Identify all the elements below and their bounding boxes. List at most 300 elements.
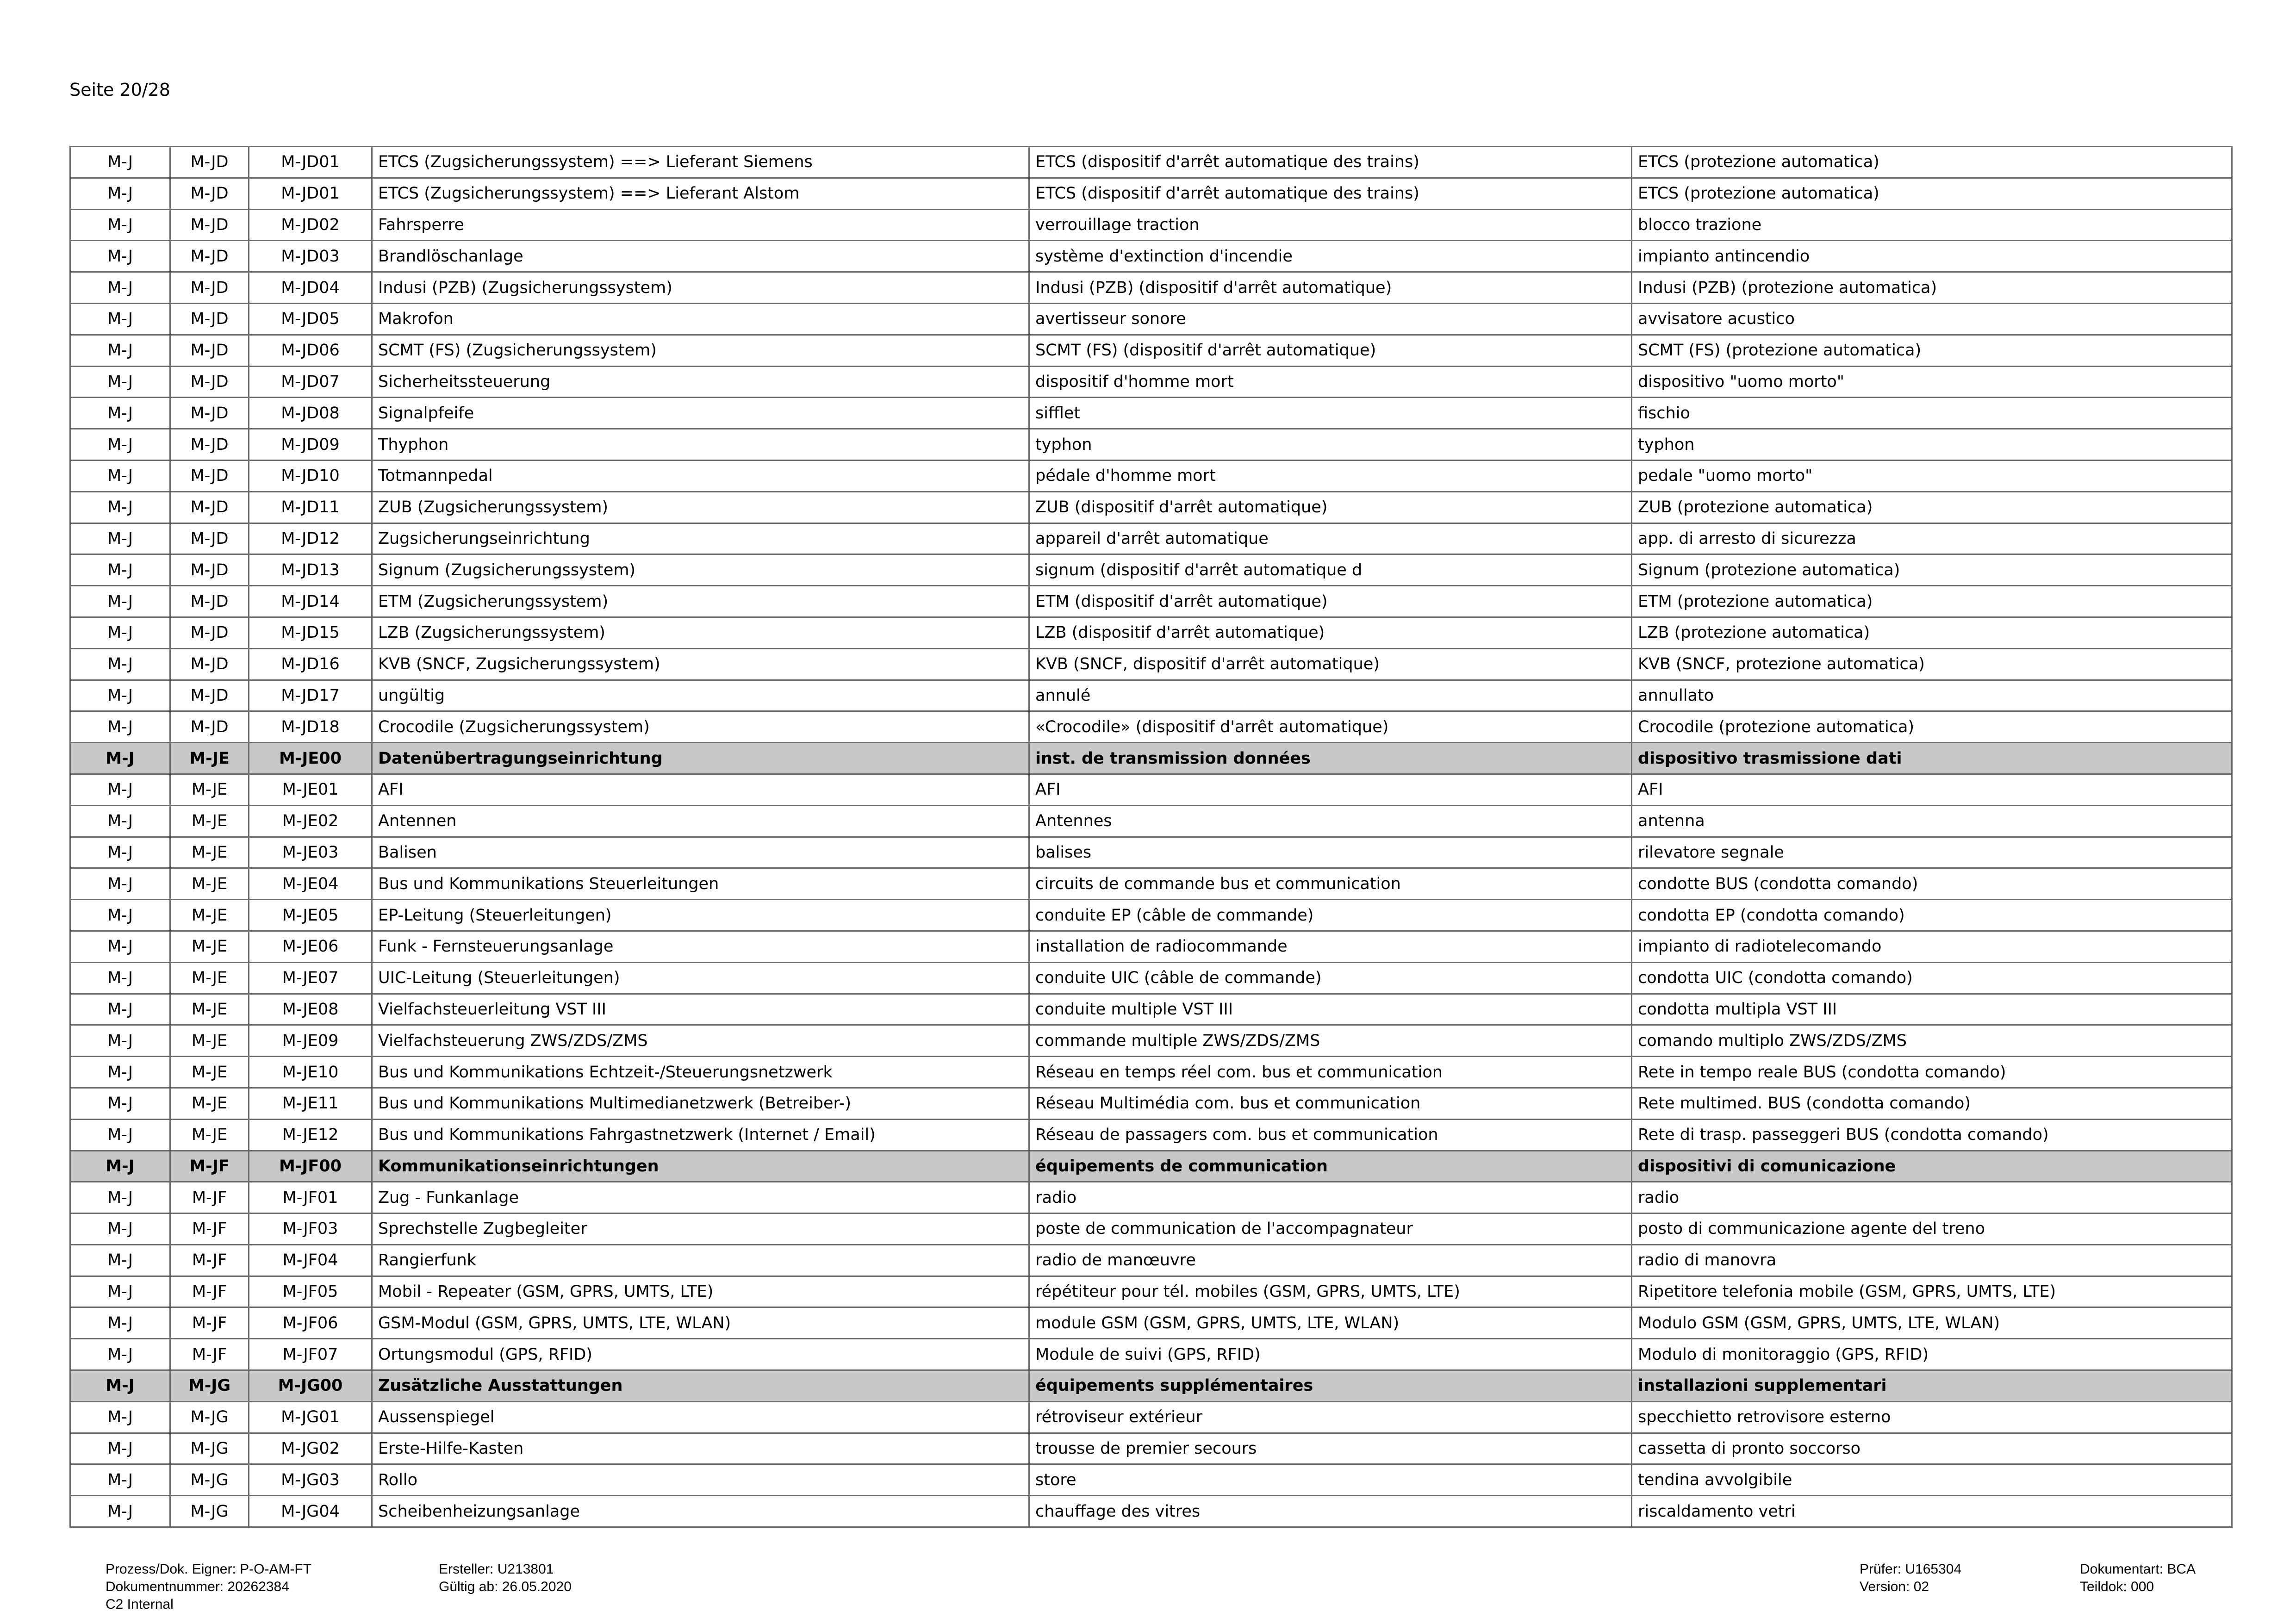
cell-italian: Indusi (PZB) (protezione automatica) (1632, 272, 2232, 304)
cell-code: M-JD14 (249, 586, 372, 617)
group-header-row (70, 1151, 2232, 1182)
cell-level-2: M-JD (170, 335, 249, 366)
cell-italian: blocco trazione (1632, 209, 2232, 241)
table-row (70, 554, 2232, 586)
cell-level-2: M-JE (170, 805, 249, 837)
cell-level-2: M-JG (170, 1496, 249, 1527)
cell-italian: posto di communicazione agente del treno (1632, 1213, 2232, 1245)
table-row (70, 586, 2232, 617)
cell-code: M-JE11 (249, 1088, 372, 1119)
cell-german: SCMT (FS) (Zugsicherungssystem) (372, 335, 1029, 366)
cell-german: Erste-Hilfe-Kasten (372, 1433, 1029, 1464)
table-row (70, 1307, 2232, 1339)
group-header-row (70, 1370, 2232, 1402)
cell-level-1: M-J (70, 743, 170, 774)
cell-code: M-JG01 (249, 1401, 372, 1433)
table-row (70, 994, 2232, 1025)
table-row (70, 241, 2232, 272)
cell-code: M-JD08 (249, 398, 372, 429)
cell-french: répétiteur pour tél. mobiles (GSM, GPRS, UMTS, LTE) (1029, 1276, 1632, 1307)
cell-level-2: M-JD (170, 429, 249, 460)
cell-level-1: M-J (70, 805, 170, 837)
cell-italian: dispositivo "uomo morto" (1632, 366, 2232, 398)
table-row (70, 1464, 2232, 1496)
cell-level-2: M-JE (170, 868, 249, 900)
footer-version: Version: 02 (1860, 1579, 1929, 1594)
cell-french: ZUB (dispositif d'arrêt automatique) (1029, 492, 1632, 523)
cell-german: Sicherheitssteuerung (372, 366, 1029, 398)
cell-french: Réseau Multimédia com. bus et communication (1029, 1088, 1632, 1119)
cell-level-1: M-J (70, 900, 170, 931)
cell-level-1: M-J (70, 178, 170, 209)
table-row (70, 178, 2232, 209)
cell-level-2: M-JD (170, 460, 249, 492)
cell-french: appareil d'arrêt automatique (1029, 523, 1632, 554)
cell-german: Signalpfeife (372, 398, 1029, 429)
table-row (70, 1182, 2232, 1213)
cell-level-2: M-JE (170, 1119, 249, 1151)
cell-german: KVB (SNCF, Zugsicherungssystem) (372, 648, 1029, 680)
cell-code: M-JF07 (249, 1339, 372, 1370)
table-row (70, 1339, 2232, 1370)
cell-level-1: M-J (70, 1276, 170, 1307)
cell-code: M-JE01 (249, 774, 372, 805)
cell-code: M-JE10 (249, 1057, 372, 1088)
cell-italian: typhon (1632, 429, 2232, 460)
cell-italian: ETCS (protezione automatica) (1632, 178, 2232, 209)
cell-code: M-JD12 (249, 523, 372, 554)
footer-reviewer-block (1860, 1561, 1961, 1596)
table-row (70, 1025, 2232, 1057)
cell-level-1: M-J (70, 1496, 170, 1527)
cell-italian: impianto di radiotelecomando (1632, 931, 2232, 962)
cell-code: M-JD06 (249, 335, 372, 366)
cell-level-2: M-JD (170, 617, 249, 648)
cell-french: AFI (1029, 774, 1632, 805)
cell-code: M-JE06 (249, 931, 372, 962)
cell-german: ZUB (Zugsicherungssystem) (372, 492, 1029, 523)
cell-code: M-JE05 (249, 900, 372, 931)
cell-german: Mobil - Repeater (GSM, GPRS, UMTS, LTE) (372, 1276, 1029, 1307)
cell-level-2: M-JD (170, 272, 249, 304)
cell-level-1: M-J (70, 272, 170, 304)
cell-level-1: M-J (70, 335, 170, 366)
cell-code: M-JE02 (249, 805, 372, 837)
cell-level-1: M-J (70, 429, 170, 460)
table-row (70, 774, 2232, 805)
cell-german: Makrofon (372, 303, 1029, 335)
cell-code: M-JE07 (249, 962, 372, 994)
footer-author: Ersteller: U213801 (439, 1562, 554, 1577)
cell-italian: installazioni supplementari (1632, 1370, 2232, 1402)
table-row (70, 617, 2232, 648)
cell-level-1: M-J (70, 1401, 170, 1433)
cell-french: Antennes (1029, 805, 1632, 837)
cell-level-2: M-JE (170, 774, 249, 805)
cell-german: Sprechstelle Zugbegleiter (372, 1213, 1029, 1245)
footer-left (106, 1561, 311, 1613)
cell-code: M-JD17 (249, 680, 372, 711)
cell-french: pédale d'homme mort (1029, 460, 1632, 492)
cell-german: Thyphon (372, 429, 1029, 460)
cell-german: Bus und Kommunikations Multimedianetzwerk (Betreiber-) (372, 1088, 1029, 1119)
group-header-row (70, 743, 2232, 774)
cell-code: M-JD18 (249, 711, 372, 743)
cell-level-2: M-JE (170, 962, 249, 994)
cell-level-2: M-JF (170, 1244, 249, 1276)
cell-german: GSM-Modul (GSM, GPRS, UMTS, LTE, WLAN) (372, 1307, 1029, 1339)
cell-level-2: M-JD (170, 241, 249, 272)
cell-french: verrouillage traction (1029, 209, 1632, 241)
cell-level-2: M-JE (170, 743, 249, 774)
cell-level-1: M-J (70, 837, 170, 868)
cell-code: M-JE03 (249, 837, 372, 868)
cell-level-1: M-J (70, 1025, 170, 1057)
cell-german: Fahrsperre (372, 209, 1029, 241)
cell-level-1: M-J (70, 1213, 170, 1245)
cell-code: M-JD13 (249, 554, 372, 586)
cell-german: Rollo (372, 1464, 1029, 1496)
table-row (70, 648, 2232, 680)
cell-level-1: M-J (70, 617, 170, 648)
cell-code: M-JF00 (249, 1151, 372, 1182)
cell-french: sifflet (1029, 398, 1632, 429)
cell-german: Zug - Funkanlage (372, 1182, 1029, 1213)
cell-german: Scheibenheizungsanlage (372, 1496, 1029, 1527)
cell-french: ETM (dispositif d'arrêt automatique) (1029, 586, 1632, 617)
cell-french: poste de communication de l'accompagnateur (1029, 1213, 1632, 1245)
cell-code: M-JG04 (249, 1496, 372, 1527)
table-row (70, 1244, 2232, 1276)
table-row (70, 837, 2232, 868)
cell-italian: condotta multipla VST III (1632, 994, 2232, 1025)
table-row (70, 680, 2232, 711)
cell-german: Signum (Zugsicherungssystem) (372, 554, 1029, 586)
cell-level-2: M-JD (170, 147, 249, 178)
cell-german: Rangierfunk (372, 1244, 1029, 1276)
cell-level-1: M-J (70, 460, 170, 492)
cell-level-1: M-J (70, 1119, 170, 1151)
table-row (70, 931, 2232, 962)
cell-level-2: M-JG (170, 1370, 249, 1402)
cell-level-2: M-JD (170, 554, 249, 586)
cell-italian: Signum (protezione automatica) (1632, 554, 2232, 586)
footer-owner: Prozess/Dok. Eigner: P-O-AM-FT (106, 1562, 312, 1577)
component-code-table (69, 146, 2231, 1528)
cell-level-2: M-JG (170, 1401, 249, 1433)
cell-italian: LZB (protezione automatica) (1632, 617, 2232, 648)
cell-code: M-JE00 (249, 743, 372, 774)
cell-level-1: M-J (70, 523, 170, 554)
cell-level-1: M-J (70, 962, 170, 994)
cell-french: conduite UIC (câble de commande) (1029, 962, 1632, 994)
cell-level-1: M-J (70, 147, 170, 178)
cell-level-2: M-JD (170, 492, 249, 523)
cell-code: M-JE12 (249, 1119, 372, 1151)
cell-level-1: M-J (70, 1057, 170, 1088)
cell-italian: rilevatore segnale (1632, 837, 2232, 868)
footer-doc-number: Dokumentnummer: 20262384 (106, 1579, 289, 1594)
table-row (70, 335, 2232, 366)
cell-level-2: M-JF (170, 1307, 249, 1339)
cell-level-1: M-J (70, 1339, 170, 1370)
cell-code: M-JD11 (249, 492, 372, 523)
cell-italian: annullato (1632, 680, 2232, 711)
cell-italian: SCMT (FS) (protezione automatica) (1632, 335, 2232, 366)
cell-italian: Crocodile (protezione automatica) (1632, 711, 2232, 743)
cell-german: Balisen (372, 837, 1029, 868)
table-row (70, 1088, 2232, 1119)
cell-code: M-JE09 (249, 1025, 372, 1057)
cell-french: circuits de commande bus et communication (1029, 868, 1632, 900)
cell-level-2: M-JD (170, 523, 249, 554)
cell-level-2: M-JD (170, 648, 249, 680)
cell-french: typhon (1029, 429, 1632, 460)
cell-french: radio (1029, 1182, 1632, 1213)
cell-code: M-JG03 (249, 1464, 372, 1496)
cell-level-2: M-JE (170, 994, 249, 1025)
cell-french: balises (1029, 837, 1632, 868)
cell-german: ungültig (372, 680, 1029, 711)
cell-german: EP-Leitung (Steuerleitungen) (372, 900, 1029, 931)
cell-level-2: M-JF (170, 1182, 249, 1213)
cell-code: M-JF03 (249, 1213, 372, 1245)
cell-german: ETM (Zugsicherungssystem) (372, 586, 1029, 617)
cell-code: M-JD09 (249, 429, 372, 460)
cell-french: SCMT (FS) (dispositif d'arrêt automatique) (1029, 335, 1632, 366)
cell-level-2: M-JE (170, 931, 249, 962)
table-row (70, 1213, 2232, 1245)
cell-level-1: M-J (70, 1244, 170, 1276)
cell-italian: dispositivi di comunicazione (1632, 1151, 2232, 1182)
cell-italian: Rete in tempo reale BUS (condotta comando) (1632, 1057, 2232, 1088)
cell-french: store (1029, 1464, 1632, 1496)
cell-french: avertisseur sonore (1029, 303, 1632, 335)
cell-french: ETCS (dispositif d'arrêt automatique des trains) (1029, 147, 1632, 178)
cell-level-1: M-J (70, 1182, 170, 1213)
cell-level-2: M-JG (170, 1464, 249, 1496)
cell-italian: app. di arresto di sicurezza (1632, 523, 2232, 554)
table-row (70, 523, 2232, 554)
cell-french: module GSM (GSM, GPRS, UMTS, LTE, WLAN) (1029, 1307, 1632, 1339)
cell-level-1: M-J (70, 1433, 170, 1464)
cell-italian: riscaldamento vetri (1632, 1496, 2232, 1527)
cell-level-1: M-J (70, 1151, 170, 1182)
cell-german: AFI (372, 774, 1029, 805)
cell-code: M-JD05 (249, 303, 372, 335)
cell-code: M-JF06 (249, 1307, 372, 1339)
table-row (70, 398, 2232, 429)
cell-german: Crocodile (Zugsicherungssystem) (372, 711, 1029, 743)
cell-code: M-JF04 (249, 1244, 372, 1276)
cell-french: commande multiple ZWS/ZDS/ZMS (1029, 1025, 1632, 1057)
cell-french: «Crocodile» (dispositif d'arrêt automatique) (1029, 711, 1632, 743)
cell-french: dispositif d'homme mort (1029, 366, 1632, 398)
cell-code: M-JD03 (249, 241, 372, 272)
cell-french: Module de suivi (GPS, RFID) (1029, 1339, 1632, 1370)
cell-french: conduite EP (câble de commande) (1029, 900, 1632, 931)
cell-german: Aussenspiegel (372, 1401, 1029, 1433)
cell-level-1: M-J (70, 366, 170, 398)
cell-level-1: M-J (70, 492, 170, 523)
cell-italian: specchietto retrovisore esterno (1632, 1401, 2232, 1433)
cell-italian: Rete multimed. BUS (condotta comando) (1632, 1088, 2232, 1119)
cell-italian: radio di manovra (1632, 1244, 2232, 1276)
cell-german: Vielfachsteuerleitung VST III (372, 994, 1029, 1025)
cell-italian: dispositivo trasmissione dati (1632, 743, 2232, 774)
cell-level-1: M-J (70, 680, 170, 711)
cell-german: ETCS (Zugsicherungssystem) ==> Lieferant Siemens (372, 147, 1029, 178)
cell-level-1: M-J (70, 1088, 170, 1119)
cell-level-2: M-JE (170, 1057, 249, 1088)
cell-code: M-JD01 (249, 147, 372, 178)
cell-german: Bus und Kommunikations Echtzeit-/Steuerungsnetzwerk (372, 1057, 1029, 1088)
cell-italian: ETCS (protezione automatica) (1632, 147, 2232, 178)
cell-french: Réseau de passagers com. bus et communication (1029, 1119, 1632, 1151)
cell-level-2: M-JE (170, 837, 249, 868)
cell-level-1: M-J (70, 994, 170, 1025)
footer-author-block (439, 1561, 572, 1596)
cell-italian: Rete di trasp. passeggeri BUS (condotta comando) (1632, 1119, 2232, 1151)
cell-level-2: M-JF (170, 1339, 249, 1370)
cell-code: M-JG02 (249, 1433, 372, 1464)
table-row (70, 1401, 2232, 1433)
cell-german: ETCS (Zugsicherungssystem) ==> Lieferant Alstom (372, 178, 1029, 209)
footer-doc-type: Dokumentart: BCA (2080, 1562, 2196, 1577)
cell-code: M-JF05 (249, 1276, 372, 1307)
cell-level-1: M-J (70, 241, 170, 272)
cell-german: Antennen (372, 805, 1029, 837)
cell-code: M-JF01 (249, 1182, 372, 1213)
cell-code: M-JD04 (249, 272, 372, 304)
cell-code: M-JE08 (249, 994, 372, 1025)
cell-level-2: M-JD (170, 398, 249, 429)
cell-italian: fischio (1632, 398, 2232, 429)
table-row (70, 366, 2232, 398)
cell-level-2: M-JD (170, 209, 249, 241)
table-row (70, 1057, 2232, 1088)
cell-french: installation de radiocommande (1029, 931, 1632, 962)
cell-code: M-JD01 (249, 178, 372, 209)
cell-level-1: M-J (70, 1370, 170, 1402)
cell-level-2: M-JD (170, 586, 249, 617)
cell-italian: antenna (1632, 805, 2232, 837)
cell-code: M-JD16 (249, 648, 372, 680)
cell-level-1: M-J (70, 1307, 170, 1339)
cell-code: M-JG00 (249, 1370, 372, 1402)
cell-german: Totmannpedal (372, 460, 1029, 492)
footer-part-doc: Teildok: 000 (2080, 1579, 2154, 1594)
table-row (70, 460, 2232, 492)
cell-italian: comando multiplo ZWS/ZDS/ZMS (1632, 1025, 2232, 1057)
footer-doctype-block (2080, 1561, 2196, 1596)
cell-level-1: M-J (70, 586, 170, 617)
cell-code: M-JD02 (249, 209, 372, 241)
cell-italian: Modulo GSM (GSM, GPRS, UMTS, LTE, WLAN) (1632, 1307, 2232, 1339)
cell-code: M-JD15 (249, 617, 372, 648)
cell-german: Indusi (PZB) (Zugsicherungssystem) (372, 272, 1029, 304)
table-row (70, 868, 2232, 900)
page-number: Seite 20/28 (69, 80, 170, 100)
table-row (70, 1433, 2232, 1464)
cell-french: équipements de communication (1029, 1151, 1632, 1182)
cell-italian: radio (1632, 1182, 2232, 1213)
footer-classification: C2 Internal (106, 1597, 174, 1612)
table-row (70, 711, 2232, 743)
cell-french: signum (dispositif d'arrêt automatique d (1029, 554, 1632, 586)
cell-italian: ZUB (protezione automatica) (1632, 492, 2232, 523)
cell-german: Zusätzliche Ausstattungen (372, 1370, 1029, 1402)
cell-italian: Ripetitore telefonia mobile (GSM, GPRS, UMTS, LTE) (1632, 1276, 2232, 1307)
cell-italian: avvisatore acustico (1632, 303, 2232, 335)
table-row (70, 429, 2232, 460)
footer-valid-from: Gültig ab: 26.05.2020 (439, 1579, 572, 1594)
cell-italian: condotte BUS (condotta comando) (1632, 868, 2232, 900)
table-row (70, 209, 2232, 241)
cell-level-1: M-J (70, 303, 170, 335)
table-row (70, 805, 2232, 837)
cell-italian: tendina avvolgibile (1632, 1464, 2232, 1496)
cell-german: Funk - Fernsteuerungsanlage (372, 931, 1029, 962)
cell-french: trousse de premier secours (1029, 1433, 1632, 1464)
cell-level-2: M-JE (170, 1088, 249, 1119)
cell-italian: pedale "uomo morto" (1632, 460, 2232, 492)
cell-level-2: M-JE (170, 900, 249, 931)
cell-level-1: M-J (70, 1464, 170, 1496)
cell-italian: Modulo di monitoraggio (GPS, RFID) (1632, 1339, 2232, 1370)
cell-german: Vielfachsteuerung ZWS/ZDS/ZMS (372, 1025, 1029, 1057)
table-row (70, 272, 2232, 304)
cell-level-2: M-JE (170, 1025, 249, 1057)
footer-reviewer: Prüfer: U165304 (1860, 1562, 1962, 1577)
cell-code: M-JD10 (249, 460, 372, 492)
cell-french: conduite multiple VST III (1029, 994, 1632, 1025)
cell-german: Zugsicherungseinrichtung (372, 523, 1029, 554)
cell-german: Ortungsmodul (GPS, RFID) (372, 1339, 1029, 1370)
cell-level-1: M-J (70, 554, 170, 586)
cell-german: Kommunikationseinrichtungen (372, 1151, 1029, 1182)
cell-french: Indusi (PZB) (dispositif d'arrêt automatique) (1029, 272, 1632, 304)
table-row (70, 1276, 2232, 1307)
cell-german: Brandlöschanlage (372, 241, 1029, 272)
cell-level-1: M-J (70, 648, 170, 680)
cell-level-1: M-J (70, 711, 170, 743)
cell-italian: cassetta di pronto soccorso (1632, 1433, 2232, 1464)
cell-french: inst. de transmission données (1029, 743, 1632, 774)
cell-level-1: M-J (70, 774, 170, 805)
cell-french: chauffage des vitres (1029, 1496, 1632, 1527)
table-row (70, 303, 2232, 335)
cell-level-2: M-JD (170, 680, 249, 711)
cell-level-1: M-J (70, 209, 170, 241)
cell-level-2: M-JD (170, 303, 249, 335)
cell-level-1: M-J (70, 398, 170, 429)
cell-level-1: M-J (70, 931, 170, 962)
cell-level-2: M-JD (170, 178, 249, 209)
cell-italian: KVB (SNCF, protezione automatica) (1632, 648, 2232, 680)
cell-french: équipements supplémentaires (1029, 1370, 1632, 1402)
cell-code: M-JD07 (249, 366, 372, 398)
cell-code: M-JE04 (249, 868, 372, 900)
cell-italian: condotta EP (condotta comando) (1632, 900, 2232, 931)
cell-level-2: M-JG (170, 1433, 249, 1464)
cell-french: LZB (dispositif d'arrêt automatique) (1029, 617, 1632, 648)
cell-french: radio de manœuvre (1029, 1244, 1632, 1276)
table-body (70, 147, 2232, 1527)
cell-italian: ETM (protezione automatica) (1632, 586, 2232, 617)
table-row (70, 1119, 2232, 1151)
table-row (70, 147, 2232, 178)
